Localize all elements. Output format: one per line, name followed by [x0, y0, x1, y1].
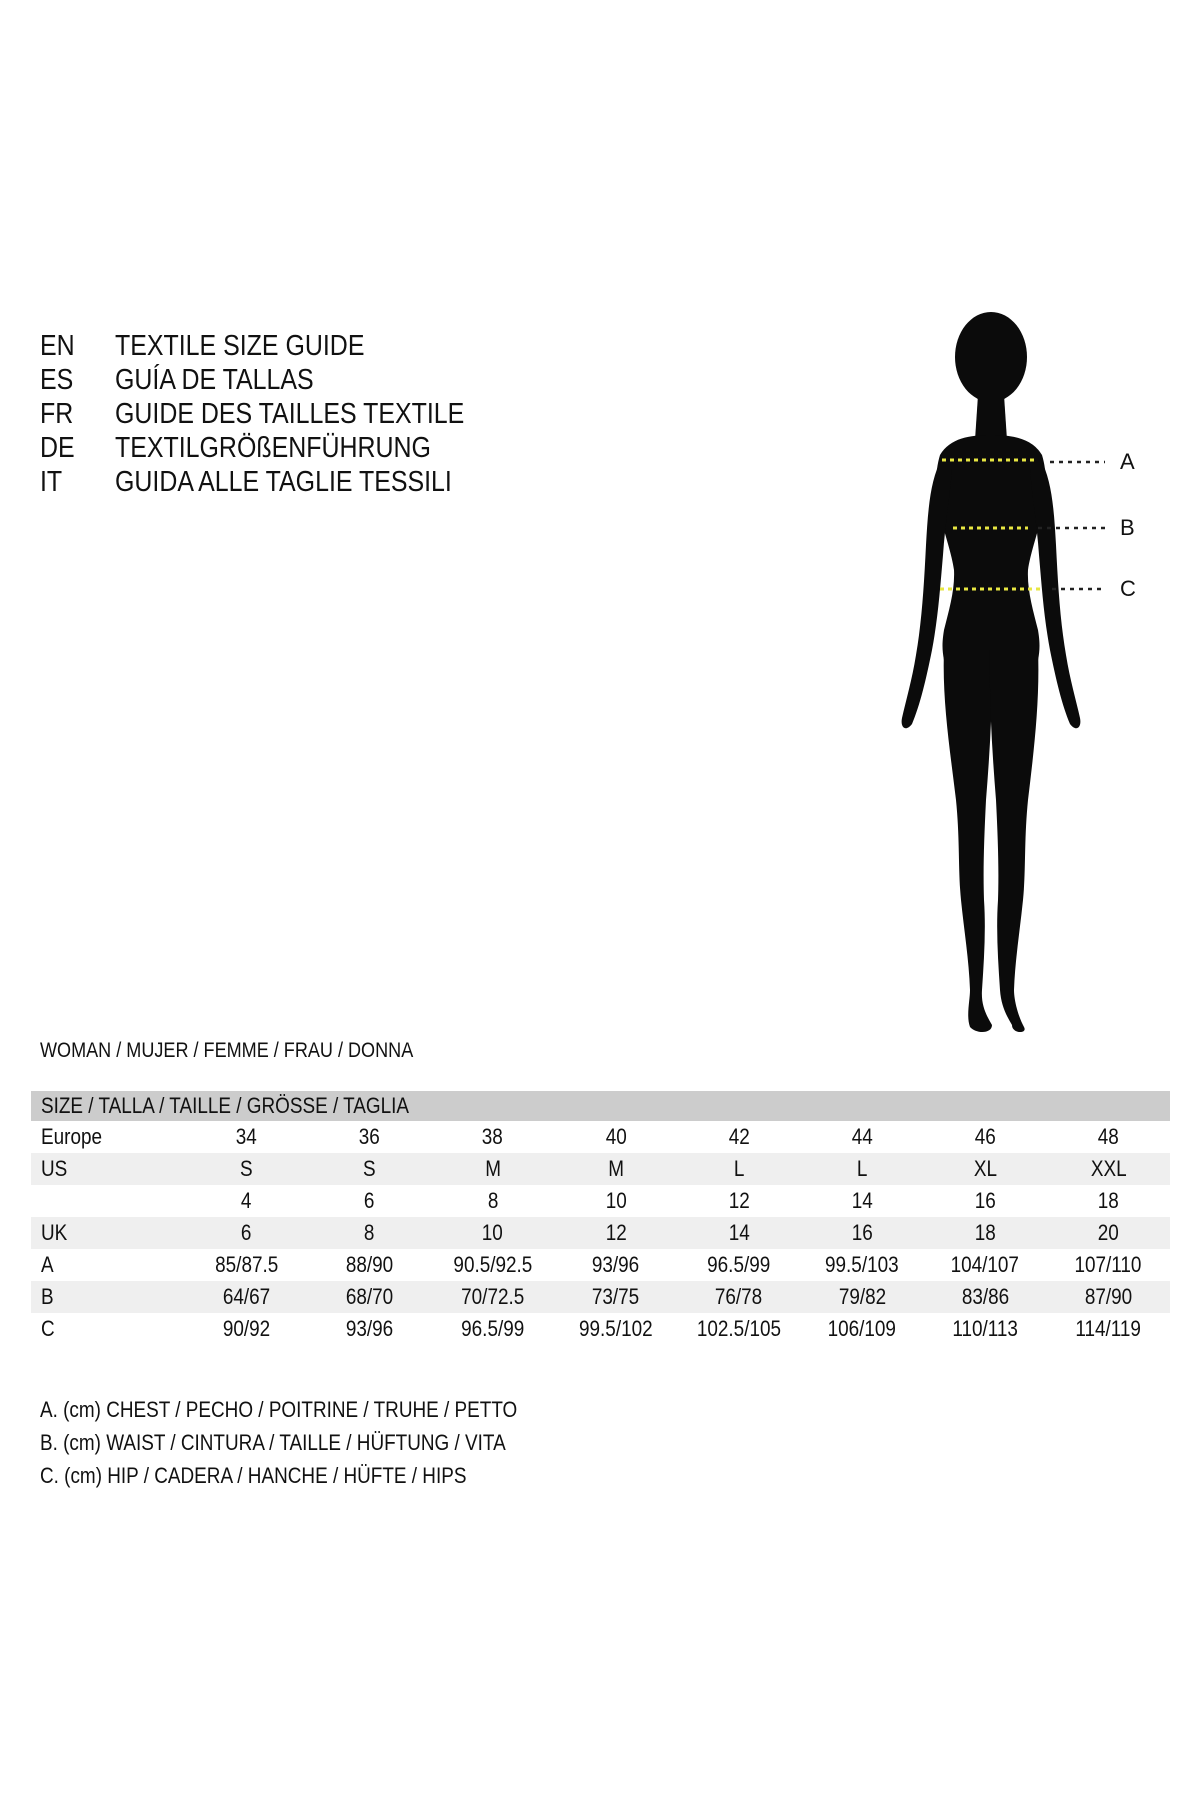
silhouette: [902, 312, 1081, 1032]
table-cell: 20: [1047, 1217, 1170, 1249]
row-label: C: [41, 1316, 55, 1341]
table-cell: 104/107: [951, 1252, 1020, 1277]
table-row: [31, 1121, 1170, 1153]
table-cell: S: [308, 1153, 431, 1185]
row-label: A: [41, 1252, 54, 1277]
title-text: TEXTILE SIZE GUIDE: [115, 330, 365, 362]
table-header-cell: SIZE / TALLA / TAILLE / GRÖSSE / TAGLIA: [31, 1091, 1170, 1121]
table-cell: M: [431, 1153, 554, 1185]
table-cell: 16: [974, 1188, 996, 1213]
table-cell: 106/109: [827, 1316, 897, 1341]
table-cell: L: [801, 1153, 924, 1185]
row-label: Europe: [41, 1124, 103, 1149]
title-text: GUIDE DES TAILLES TEXTILE: [115, 398, 465, 430]
table-cell: 85/87.5: [214, 1252, 279, 1277]
table-cell: M: [554, 1153, 677, 1185]
table-row: [31, 1281, 1170, 1313]
table-cell: 34: [235, 1124, 257, 1149]
table-cell: 36: [359, 1124, 381, 1149]
table-cell: 96.5/99: [707, 1252, 771, 1277]
table-cell: 42: [728, 1124, 750, 1149]
table-cell: 10: [431, 1217, 554, 1249]
table-cell: 87/90: [1047, 1281, 1170, 1313]
table-cell: 99.5/102: [579, 1316, 653, 1341]
table-cell: 12: [554, 1217, 677, 1249]
measurement-legend: [40, 1393, 595, 1492]
table-cell: 70/72.5: [431, 1281, 554, 1313]
language-code: ES: [40, 364, 74, 396]
measurement-label-c: C: [1120, 576, 1136, 601]
table-cell: 6: [185, 1217, 308, 1249]
table-cell: 38: [482, 1124, 504, 1149]
table-cell: XL: [924, 1153, 1047, 1185]
table-cell: 8: [487, 1188, 498, 1213]
table-cell: 18: [1097, 1188, 1119, 1213]
row-label: B: [31, 1281, 185, 1313]
table-cell: 12: [728, 1188, 750, 1213]
table-cell: 64/67: [185, 1281, 308, 1313]
table-cell: L: [677, 1153, 800, 1185]
table-cell: XXL: [1047, 1153, 1170, 1185]
table-cell: 90/92: [222, 1316, 271, 1341]
table-row: [31, 1185, 1170, 1217]
table-cell: 14: [677, 1217, 800, 1249]
table-row: [31, 1249, 1170, 1281]
table-cell: 46: [974, 1124, 996, 1149]
table-cell: 90.5/92.5: [453, 1252, 533, 1277]
title-text: GUÍA DE TALLAS: [115, 364, 314, 396]
table-cell: 68/70: [308, 1281, 431, 1313]
table-cell: 14: [851, 1188, 873, 1213]
table-cell: 10: [605, 1188, 627, 1213]
title-text: GUIDA ALLE TAGLIE TESSILI: [115, 466, 452, 498]
language-code: IT: [40, 466, 63, 498]
table-header-row: [31, 1091, 1170, 1121]
woman-silhouette-icon: [880, 300, 1140, 1060]
table-cell: 48: [1097, 1124, 1119, 1149]
table-cell: 88/90: [345, 1252, 394, 1277]
row-label: US: [31, 1153, 185, 1185]
measurement-label-a: A: [1120, 449, 1135, 474]
table-row: [31, 1217, 1170, 1249]
table-cell: 6: [364, 1188, 375, 1213]
table-cell: 102.5/105: [696, 1316, 782, 1341]
table-cell: 4: [241, 1188, 252, 1213]
table-cell: 93/96: [592, 1252, 640, 1277]
table-cell: 83/86: [924, 1281, 1047, 1313]
measurement-label-b: B: [1120, 515, 1135, 540]
row-label: [31, 1185, 185, 1217]
table-cell: 18: [924, 1217, 1047, 1249]
language-code: EN: [40, 330, 75, 362]
legend-item-chest: A. (cm) CHEST / PECHO / POITRINE / TRUHE / PETTO: [40, 1397, 518, 1422]
table-row: [31, 1153, 1170, 1185]
body-figure: [880, 300, 1140, 1060]
row-label: UK: [31, 1217, 185, 1249]
table-cell: 8: [308, 1217, 431, 1249]
title-text: TEXTILGRÖßENFÜHRUNG: [115, 432, 431, 464]
table-cell: 73/75: [554, 1281, 677, 1313]
legend-item-waist: B. (cm) WAIST / CINTURA / TAILLE / HÜFTUNG / VITA: [40, 1430, 506, 1455]
table-cell: 44: [851, 1124, 873, 1149]
table-heading: WOMAN / MUJER / FEMME / FRAU / DONNA: [40, 1039, 414, 1062]
table-cell: 110/113: [952, 1316, 1019, 1341]
table-cell: 40: [605, 1124, 627, 1149]
table-cell: 99.5/103: [825, 1252, 899, 1277]
language-code: FR: [40, 398, 74, 430]
table-cell: S: [185, 1153, 308, 1185]
table-cell: 93/96: [345, 1316, 394, 1341]
table-row: [31, 1313, 1170, 1345]
table-cell: 107/110: [1074, 1252, 1142, 1277]
table-cell: 76/78: [677, 1281, 800, 1313]
table-cell: 16: [801, 1217, 924, 1249]
table-cell: 96.5/99: [461, 1316, 525, 1341]
size-table: [31, 1091, 1170, 1345]
language-code: DE: [40, 432, 75, 464]
legend-item-hip: C. (cm) HIP / CADERA / HANCHE / HÜFTE / HIPS: [40, 1463, 467, 1488]
table-cell: 114/119: [1075, 1316, 1142, 1341]
table-cell: 79/82: [801, 1281, 924, 1313]
